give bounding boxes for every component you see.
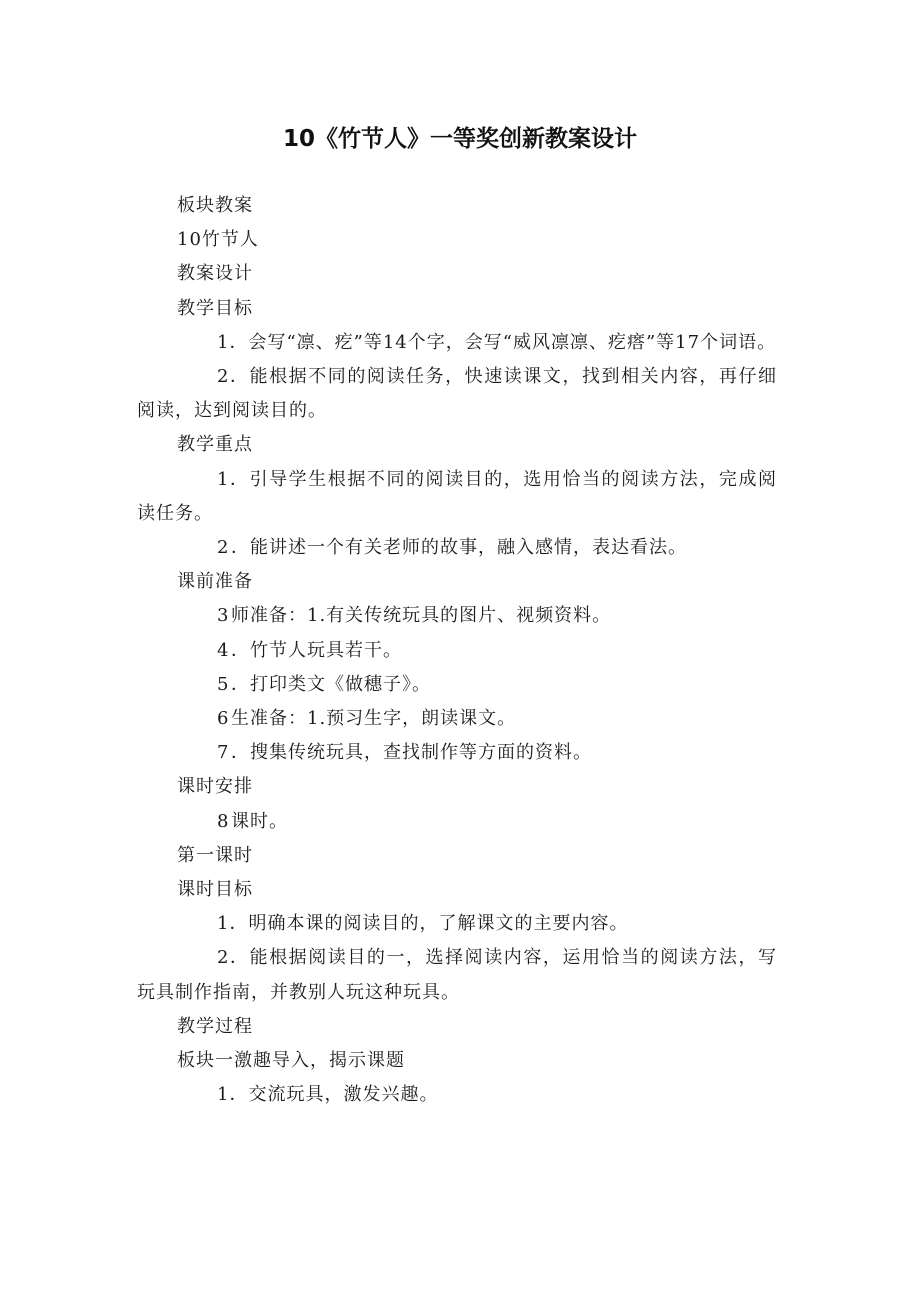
- paragraph-number: 1: [217, 913, 230, 935]
- paragraph: [137, 1044, 777, 1078]
- paragraph-text: 生准备：1.预习生字，朗读课文。: [231, 708, 517, 730]
- paragraph-number: 2: [217, 537, 230, 559]
- paragraph: [137, 941, 777, 1009]
- paragraph: [137, 634, 777, 668]
- paragraph-number: 7: [217, 742, 230, 764]
- paragraph: [137, 292, 777, 326]
- paragraph-text: ．明确本课的阅读目的，了解课文的主要内容。: [229, 913, 629, 935]
- paragraph-text: ．搜集传统玩具，查找制作等方面的资料。: [231, 742, 592, 764]
- paragraph-number: 2: [217, 366, 230, 388]
- paragraph-text: 板块教案: [177, 195, 253, 216]
- paragraph-text: ．打印类文《做穗子》。: [231, 673, 431, 695]
- paragraph-text: ．引导学生根据不同的阅读目的，选用恰当的阅读方法，完成阅读任务。: [137, 468, 777, 524]
- document-title: 10《竹节人》一等奖创新教案设计: [282, 126, 637, 152]
- paragraph: [137, 907, 777, 941]
- paragraph-text: ．能讲述一个有关老师的故事，融入感情，表达看法。: [231, 537, 687, 559]
- paragraph-text: 师准备：1.有关传统玩具的图片、视频资料。: [231, 605, 612, 627]
- paragraph-text: 课时目标: [177, 879, 253, 901]
- paragraph: [137, 873, 777, 907]
- paragraph: [137, 463, 777, 531]
- paragraph-text: 课时安排: [177, 776, 253, 798]
- paragraph-text: ．能根据阅读目的一，选择阅读内容，运用恰当的阅读方法，写玩具制作指南，并教别人玩这种玩具。: [137, 947, 777, 1003]
- paragraph: [137, 428, 777, 462]
- paragraph-text: 教案设计: [177, 263, 253, 285]
- paragraph-number: 5: [217, 673, 230, 695]
- paragraph-number: 2: [217, 947, 230, 969]
- paragraph: [137, 531, 777, 565]
- paragraph-text: 课前准备: [177, 571, 253, 593]
- paragraph-text: 板块一激趣导入，揭示课题: [177, 1050, 405, 1072]
- paragraph: [137, 668, 777, 702]
- paragraph: [137, 257, 777, 291]
- paragraph-number: 3: [217, 605, 230, 627]
- paragraph: [137, 565, 777, 599]
- paragraph: [137, 736, 777, 770]
- paragraph: [137, 702, 777, 736]
- paragraph-number: 1: [217, 331, 230, 353]
- paragraph-text: ．竹节人玩具若干。: [231, 639, 402, 661]
- paragraph: [137, 223, 777, 257]
- paragraph-number: 1: [217, 1084, 230, 1106]
- paragraph-text: 教学目标: [177, 297, 253, 319]
- paragraph: [137, 839, 777, 873]
- paragraph: [137, 326, 777, 360]
- paragraph: [137, 1078, 777, 1112]
- paragraph: [137, 805, 777, 839]
- paragraph-text: 教学重点: [177, 434, 253, 456]
- paragraph-number: 8: [217, 810, 230, 832]
- paragraph-number: 6: [217, 708, 230, 730]
- paragraph-text: ．交流玩具，激发兴趣。: [229, 1084, 439, 1106]
- paragraph-number: 1: [217, 468, 230, 490]
- paragraph-text: 10竹节人: [177, 229, 259, 251]
- paragraph-text: ．会写“凛、疙”等14个字，会写“威风凛凛、疙瘩”等17个词语。: [229, 331, 777, 353]
- document-body: [137, 189, 777, 1112]
- paragraph-number: 4: [217, 639, 230, 661]
- paragraph: [137, 360, 777, 428]
- paragraph-text: 课时。: [231, 810, 288, 832]
- paragraph-text: 第一课时: [177, 844, 253, 866]
- paragraph-text: 教学过程: [177, 1015, 253, 1037]
- paragraph-text: ．能根据不同的阅读任务，快速读课文，找到相关内容，再仔细阅读，达到阅读目的。: [137, 366, 777, 422]
- paragraph: [137, 189, 777, 223]
- paragraph: [137, 770, 777, 804]
- paragraph: [137, 1010, 777, 1044]
- paragraph: [137, 599, 777, 633]
